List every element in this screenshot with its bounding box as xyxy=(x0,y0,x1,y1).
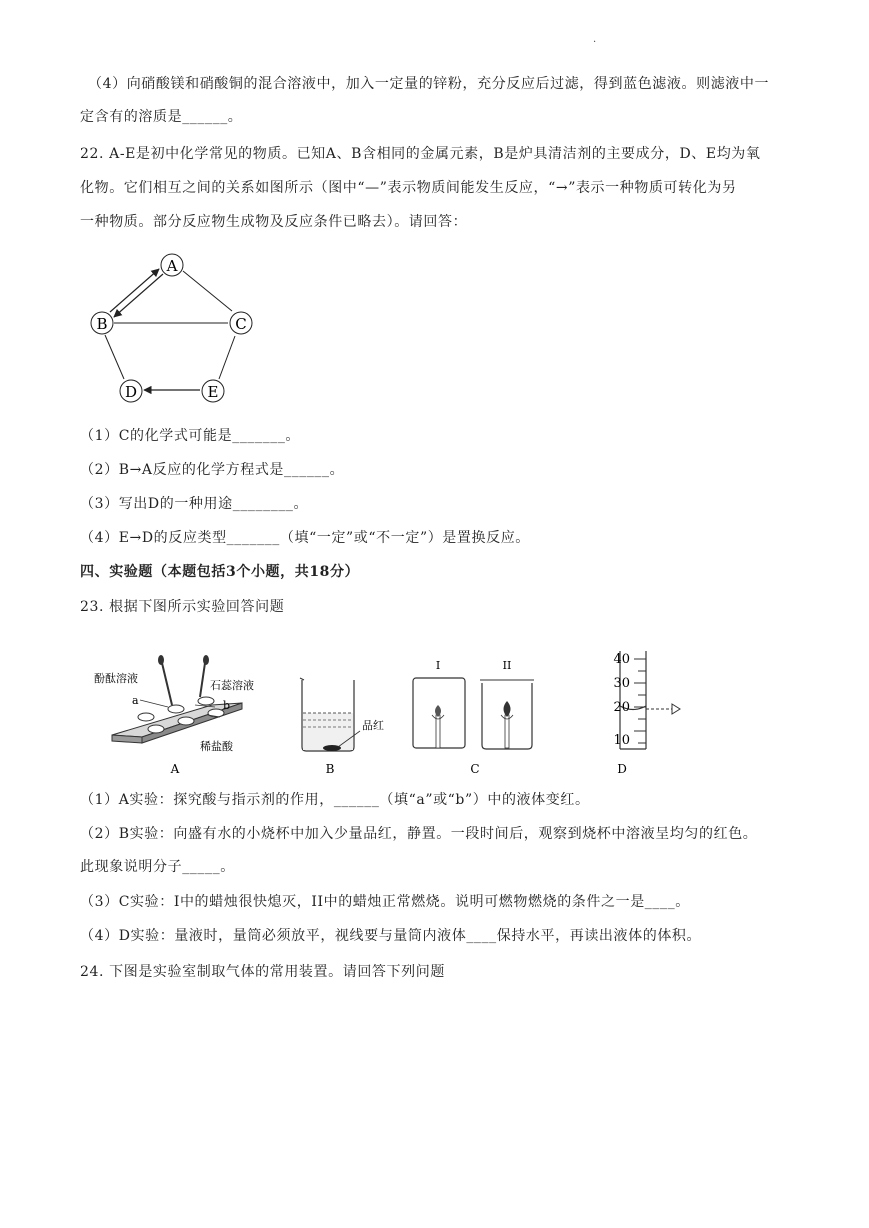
fig-d-tick-30: 30 xyxy=(613,676,630,691)
edge-b-a-arrow2 xyxy=(114,274,163,317)
q23-sub1: （1）A实验：探究酸与指示剂的作用，______（填“a”或“b”）中的液体变红。 xyxy=(80,792,590,808)
fig-a-caption: A xyxy=(170,762,180,775)
q22-sub3: （3）写出D的一种用途________。 xyxy=(80,496,309,512)
q22-stem-line2: 化物。它们相互之间的关系如图所示（图中“—”表示物质间能发生反应，“→”表示一种物质可转化为另 xyxy=(80,180,737,196)
q23-sub2-line2: 此现象说明分子_____。 xyxy=(80,859,235,875)
q23-sub2-line1: （2）B实验：向盛有水的小烧杯中加入少量品红，静置。一段时间后，观察到烧杯中溶液呈均匀的红色。 xyxy=(80,826,758,842)
header-dot: . xyxy=(593,34,597,45)
node-e xyxy=(202,380,224,402)
fig-d-tick-10: 10 xyxy=(613,733,630,748)
fig-c-caption: C xyxy=(470,762,480,775)
fig-a-label-hcl: 稀盐酸 xyxy=(200,740,233,753)
fig-b-label: 品红 xyxy=(362,719,384,732)
edge-b-d xyxy=(105,335,124,379)
q21-4-line1: （4）向硝酸镁和硝酸铜的混合溶液中，加入一定量的锌粉，充分反应后过滤，得到蓝色滤液。则滤液中一 xyxy=(88,76,770,92)
q22-stem-line3: 一种物质。部分反应物生成物及反应条件已略去）。请回答： xyxy=(80,214,468,230)
svg-text:D: D xyxy=(124,383,138,401)
edge-b-a-arrow1 xyxy=(110,269,159,312)
q23-sub3: （3）C实验：I中的蜡烛很快熄灭，II中的蜡烛正常燃烧。说明可燃物燃烧的条件之一是____。 xyxy=(80,894,690,910)
q22-sub4: （4）E→D的反应类型_______（填“一定”或“不一定”）是置换反应。 xyxy=(80,530,530,546)
q23-sub4: （4）D实验：量液时，量筒必须放平，视线要与量筒内液体____保持水平，再读出液体的体积。 xyxy=(80,928,702,944)
q22-sub1: （1）C的化学式可能是_______。 xyxy=(80,428,301,444)
node-c xyxy=(230,312,252,334)
svg-text:C: C xyxy=(235,315,247,333)
q22-sub2: （2）B→A反应的化学方程式是______。 xyxy=(80,462,345,478)
q24-stem: 24. 下图是实验室制取气体的常用装置。请回答下列问题 xyxy=(80,964,445,980)
fig-b-beaker xyxy=(300,678,384,775)
fig-c-label-ii: II xyxy=(502,659,512,672)
fig-a-label-phenolphthalein: 酚酞溶液 xyxy=(94,672,138,685)
svg-text:A: A xyxy=(166,257,178,275)
node-d xyxy=(120,380,142,402)
fig-a-spot-plate xyxy=(94,655,254,775)
node-a xyxy=(161,254,183,276)
fig-d-caption: D xyxy=(617,762,627,775)
fig-c-candles xyxy=(413,659,534,775)
fig-d-tick-20: 20 xyxy=(613,700,630,715)
q21-4-line2: 定含有的溶质是______。 xyxy=(80,109,243,125)
fig-a-label-b: b xyxy=(223,699,231,712)
q23-experiment-figures xyxy=(80,645,720,775)
fig-a-label-litmus: 石蕊溶液 xyxy=(210,679,254,692)
fig-d-cylinder xyxy=(613,651,680,775)
node-b xyxy=(91,312,113,334)
fig-a-label-a: a xyxy=(132,694,139,707)
q22-relationship-diagram xyxy=(80,245,280,410)
section4-title: 四、实验题（本题包括3个小题，共18分） xyxy=(80,564,360,580)
svg-text:B: B xyxy=(96,315,108,333)
fig-b-caption: B xyxy=(325,762,335,775)
q23-stem: 23. 根据下图所示实验回答问题 xyxy=(80,599,285,615)
q22-stem-line1: 22. A-E是初中化学常见的物质。已知A、B含相同的金属元素，B是炉具清洁剂的主要成分，D、E均为氧 xyxy=(80,146,761,162)
edge-c-e xyxy=(219,336,235,379)
fig-d-tick-40: 40 xyxy=(613,652,630,667)
svg-text:E: E xyxy=(207,383,219,401)
fig-c-label-i: I xyxy=(435,659,441,672)
edge-a-c xyxy=(183,271,232,311)
